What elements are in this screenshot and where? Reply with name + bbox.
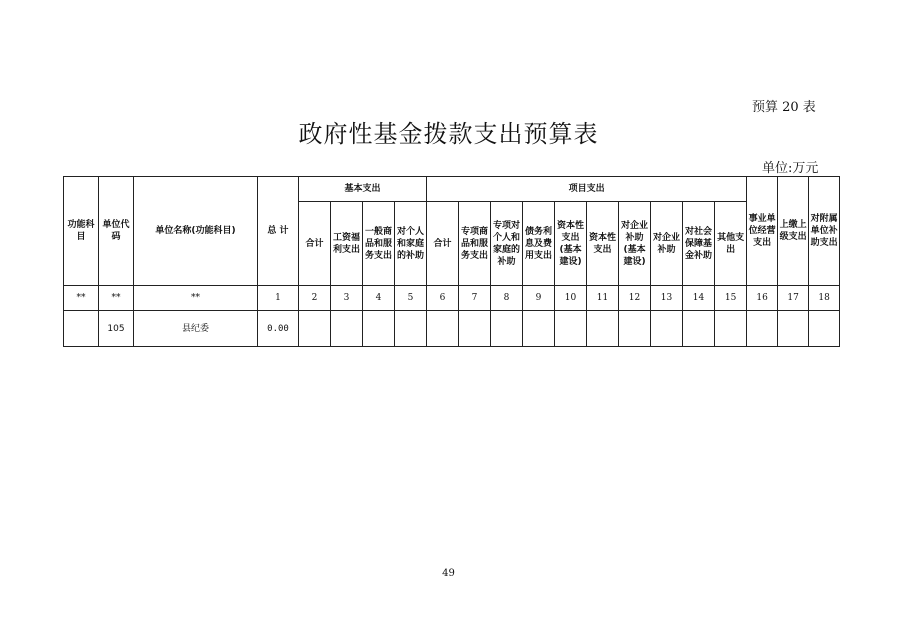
header-basic-household: 对个人和家庭的补助 [395, 202, 427, 286]
header-superior: 上缴上级支出 [778, 177, 809, 286]
index-number: 14 [683, 286, 715, 311]
index-number: 8 [491, 286, 523, 311]
data-cell [299, 311, 331, 347]
header-project-debt: 债务利息及费用支出 [523, 202, 555, 286]
data-cell [491, 311, 523, 347]
header-project-capital: 资本性支出 [587, 202, 619, 286]
index-number: 3 [331, 286, 363, 311]
header-func-code: 功能科目 [64, 177, 99, 286]
data-unit-code: 105 [99, 311, 134, 347]
index-number: 15 [715, 286, 747, 311]
header-project-capital-construction: 资本性支出(基本建设) [555, 202, 587, 286]
index-number: 11 [587, 286, 619, 311]
table-id: 预算 20 表 [752, 100, 816, 115]
index-number: 9 [523, 286, 555, 311]
header-project-household: 专项对个人和家庭的补助 [491, 202, 523, 286]
index-number: 17 [778, 286, 809, 311]
index-number: 18 [809, 286, 840, 311]
header-basic-total: 合计 [299, 202, 331, 286]
data-cell [809, 311, 840, 347]
header-basic-goods: 一般商品和服务支出 [363, 202, 395, 286]
header-unit-code: 单位代码 [99, 177, 134, 286]
budget-table [63, 176, 840, 347]
data-cell [427, 311, 459, 347]
data-cell [395, 311, 427, 347]
data-cell [363, 311, 395, 347]
index-number: 5 [395, 286, 427, 311]
data-cell [459, 311, 491, 347]
data-cell [555, 311, 587, 347]
data-cell [331, 311, 363, 347]
header-project-social-security: 对社会保障基金补助 [683, 202, 715, 286]
data-cell [778, 311, 809, 347]
header-project-enterprise-construction: 对企业补助(基本建设) [619, 202, 651, 286]
data-total: 0.00 [258, 311, 299, 347]
page-title: 政府性基金拨款支出预算表 [298, 120, 599, 148]
index-number: 2 [299, 286, 331, 311]
data-cell [747, 311, 778, 347]
index-number: 7 [459, 286, 491, 311]
data-cell [715, 311, 747, 347]
header-unit-name: 单位名称(功能科目) [134, 177, 258, 286]
header-project-goods: 专项商品和服务支出 [459, 202, 491, 286]
header-project-total: 合计 [427, 202, 459, 286]
data-cell [619, 311, 651, 347]
data-unit-name: 县纪委 [134, 311, 258, 347]
header-basic-wages: 工资福利支出 [331, 202, 363, 286]
index-number: 13 [651, 286, 683, 311]
data-cell [651, 311, 683, 347]
header-subsidiary: 对附属单位补助支出 [809, 177, 840, 286]
index-number: 6 [427, 286, 459, 311]
page-number: 49 [442, 568, 455, 579]
data-cell [523, 311, 555, 347]
index-marker: ** [64, 286, 99, 311]
index-number: 12 [619, 286, 651, 311]
header-project-enterprise: 对企业补助 [651, 202, 683, 286]
unit-label: 单位:万元 [762, 161, 819, 176]
index-marker: ** [134, 286, 258, 311]
index-number: 4 [363, 286, 395, 311]
header-total: 总 计 [258, 177, 299, 286]
data-cell [587, 311, 619, 347]
index-number: 16 [747, 286, 778, 311]
header-project-group: 项目支出 [427, 177, 747, 202]
index-marker: ** [99, 286, 134, 311]
header-basic-group: 基本支出 [299, 177, 427, 202]
index-number: 10 [555, 286, 587, 311]
header-project-other: 其他支出 [715, 202, 747, 286]
index-number: 1 [258, 286, 299, 311]
data-func-code [64, 311, 99, 347]
data-cell [683, 311, 715, 347]
header-business: 事业单位经营支出 [747, 177, 778, 286]
